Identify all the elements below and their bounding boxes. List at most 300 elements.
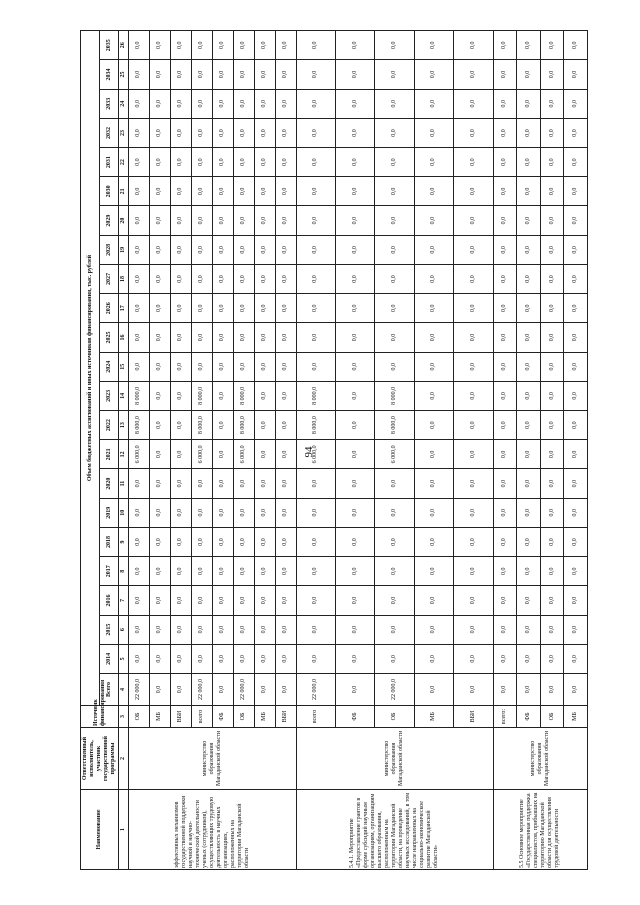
year-value-cell: 0,0 xyxy=(129,235,150,264)
year-value-cell: 0,0 xyxy=(375,89,414,118)
year-value-cell: 0,0 xyxy=(149,527,170,556)
year-value-cell: 0,0 xyxy=(414,31,453,60)
year-value-cell: 0,0 xyxy=(170,89,191,118)
funding-table xyxy=(80,30,588,870)
year-value-cell: 0,0 xyxy=(517,31,541,60)
year-value-cell: 0,0 xyxy=(296,644,335,673)
year-value-cell: 0,0 xyxy=(517,294,541,323)
year-value-cell: 0,0 xyxy=(517,440,541,469)
year-value-cell: 0,0 xyxy=(254,148,275,177)
year-value-cell: 0,0 xyxy=(336,89,375,118)
year-value-cell: 0,0 xyxy=(540,206,564,235)
year-value-cell: 0,0 xyxy=(540,557,564,586)
year-value-cell: 0,0 xyxy=(517,352,541,381)
year-value-cell: 0,0 xyxy=(564,381,588,410)
year-value-cell: 0,0 xyxy=(191,264,212,293)
year-value-cell: 0,0 xyxy=(275,586,296,615)
year-value-cell: 0,0 xyxy=(191,644,212,673)
year-value-cell: 0,0 xyxy=(414,586,453,615)
year-value-cell: 0,0 xyxy=(540,411,564,440)
year-value-cell: 0,0 xyxy=(275,264,296,293)
year-value-cell: 0,0 xyxy=(233,206,254,235)
year-value-cell: 0,0 xyxy=(191,469,212,498)
header-funding: Объем бюджетных ассигнований и иных источников финансирования, тыс. рублей xyxy=(81,31,100,706)
year-value-cell: 0,0 xyxy=(149,440,170,469)
year-value-cell: 0,0 xyxy=(254,469,275,498)
year-value-cell: 0,0 xyxy=(254,31,275,60)
year-value-cell: 0,0 xyxy=(129,469,150,498)
year-value-cell: 0,0 xyxy=(296,148,335,177)
year-value-cell: 0,0 xyxy=(149,206,170,235)
header-year: 2022 xyxy=(100,411,119,440)
year-value-cell: 0,0 xyxy=(414,557,453,586)
header-column-number: 25 xyxy=(119,60,129,89)
total-cell: 0,0 xyxy=(212,674,233,706)
year-value-cell: 0,0 xyxy=(129,264,150,293)
year-value-cell: 0,0 xyxy=(375,527,414,556)
year-value-cell: 0,0 xyxy=(212,118,233,147)
year-value-cell: 0,0 xyxy=(493,31,517,60)
year-value-cell: 0,0 xyxy=(564,586,588,615)
year-value-cell: 0,0 xyxy=(212,615,233,644)
year-value-cell: 8 000,0 xyxy=(375,381,414,410)
year-value-cell: 0,0 xyxy=(191,615,212,644)
year-value-cell: 0,0 xyxy=(129,352,150,381)
year-value-cell: 0,0 xyxy=(517,615,541,644)
year-value-cell: 0,0 xyxy=(414,323,453,352)
year-value-cell: 0,0 xyxy=(336,323,375,352)
header-year: 2023 xyxy=(100,381,119,410)
year-value-cell: 0,0 xyxy=(149,352,170,381)
year-value-cell: 0,0 xyxy=(517,498,541,527)
year-value-cell: 0,0 xyxy=(233,469,254,498)
year-value-cell: 0,0 xyxy=(493,118,517,147)
year-value-cell: 0,0 xyxy=(375,615,414,644)
total-cell: 0,0 xyxy=(149,674,170,706)
year-value-cell: 0,0 xyxy=(454,148,493,177)
year-value-cell: 0,0 xyxy=(170,469,191,498)
year-value-cell: 0,0 xyxy=(254,323,275,352)
year-value-cell: 0,0 xyxy=(149,586,170,615)
header-column-number: 8 xyxy=(119,557,129,586)
header-year: 2016 xyxy=(100,586,119,615)
year-value-cell: 0,0 xyxy=(296,264,335,293)
total-cell: 22 000,0 xyxy=(375,674,414,706)
year-value-cell: 0,0 xyxy=(517,557,541,586)
header-column-number: 26 xyxy=(119,31,129,60)
header-column-number: 19 xyxy=(119,235,129,264)
year-value-cell: 0,0 xyxy=(414,615,453,644)
year-value-cell: 0,0 xyxy=(493,264,517,293)
year-value-cell: 0,0 xyxy=(336,527,375,556)
year-value-cell: 0,0 xyxy=(414,89,453,118)
year-value-cell: 0,0 xyxy=(149,294,170,323)
year-value-cell: 0,0 xyxy=(233,264,254,293)
table-row xyxy=(296,31,335,870)
year-value-cell: 0,0 xyxy=(254,235,275,264)
year-value-cell: 0,0 xyxy=(493,381,517,410)
year-value-cell: 0,0 xyxy=(191,586,212,615)
header-column-number: 14 xyxy=(119,381,129,410)
year-value-cell: 0,0 xyxy=(454,586,493,615)
year-value-cell: 0,0 xyxy=(493,440,517,469)
year-value-cell: 0,0 xyxy=(149,323,170,352)
year-value-cell: 0,0 xyxy=(254,557,275,586)
total-cell: 0,0 xyxy=(493,674,517,706)
year-value-cell: 0,0 xyxy=(212,644,233,673)
responsible-cell: министерство образования Магаданской области xyxy=(296,728,493,790)
year-value-cell: 0,0 xyxy=(540,469,564,498)
year-value-cell: 0,0 xyxy=(414,177,453,206)
year-value-cell: 0,0 xyxy=(191,148,212,177)
header-column-number: 24 xyxy=(119,89,129,118)
year-value-cell: 0,0 xyxy=(275,381,296,410)
year-value-cell: 0,0 xyxy=(336,264,375,293)
year-value-cell: 0,0 xyxy=(233,177,254,206)
year-value-cell: 0,0 xyxy=(254,586,275,615)
year-value-cell: 0,0 xyxy=(212,557,233,586)
year-value-cell: 0,0 xyxy=(170,615,191,644)
year-value-cell: 0,0 xyxy=(191,60,212,89)
year-value-cell: 0,0 xyxy=(275,644,296,673)
year-value-cell: 0,0 xyxy=(336,469,375,498)
year-value-cell: 0,0 xyxy=(454,264,493,293)
year-value-cell: 0,0 xyxy=(129,89,150,118)
year-value-cell: 0,0 xyxy=(212,469,233,498)
year-value-cell: 0,0 xyxy=(564,294,588,323)
year-value-cell: 0,0 xyxy=(564,177,588,206)
year-value-cell: 0,0 xyxy=(170,352,191,381)
header-year: 2032 xyxy=(100,118,119,147)
year-value-cell: 0,0 xyxy=(564,60,588,89)
year-value-cell: 0,0 xyxy=(493,557,517,586)
total-cell: 0,0 xyxy=(517,674,541,706)
year-value-cell: 0,0 xyxy=(540,118,564,147)
year-value-cell: 0,0 xyxy=(375,177,414,206)
year-value-cell: 0,0 xyxy=(275,148,296,177)
year-value-cell: 0,0 xyxy=(170,644,191,673)
year-value-cell: 0,0 xyxy=(414,352,453,381)
year-value-cell: 0,0 xyxy=(454,323,493,352)
year-value-cell: 0,0 xyxy=(564,498,588,527)
year-value-cell: 0,0 xyxy=(517,527,541,556)
year-value-cell: 0,0 xyxy=(296,206,335,235)
year-value-cell: 0,0 xyxy=(170,148,191,177)
year-value-cell: 0,0 xyxy=(149,264,170,293)
year-value-cell: 0,0 xyxy=(233,235,254,264)
header-year: 2017 xyxy=(100,557,119,586)
year-value-cell: 0,0 xyxy=(149,557,170,586)
source-cell: ОБ xyxy=(540,706,564,728)
year-value-cell: 0,0 xyxy=(375,586,414,615)
year-value-cell: 0,0 xyxy=(129,118,150,147)
year-value-cell: 0,0 xyxy=(296,60,335,89)
year-value-cell: 0,0 xyxy=(375,557,414,586)
year-value-cell: 0,0 xyxy=(275,206,296,235)
year-value-cell: 0,0 xyxy=(414,264,453,293)
year-value-cell: 0,0 xyxy=(540,323,564,352)
total-cell: 0,0 xyxy=(275,674,296,706)
year-value-cell: 0,0 xyxy=(336,31,375,60)
year-value-cell: 0,0 xyxy=(275,440,296,469)
year-value-cell: 0,0 xyxy=(212,352,233,381)
year-value-cell: 0,0 xyxy=(149,615,170,644)
year-value-cell: 0,0 xyxy=(375,31,414,60)
header-column-number: 21 xyxy=(119,177,129,206)
header-year: 2025 xyxy=(100,323,119,352)
year-value-cell: 0,0 xyxy=(170,264,191,293)
year-value-cell: 0,0 xyxy=(191,206,212,235)
year-value-cell: 0,0 xyxy=(336,60,375,89)
year-value-cell: 0,0 xyxy=(564,469,588,498)
year-value-cell: 6 000,0 xyxy=(233,440,254,469)
year-value-cell: 0,0 xyxy=(540,352,564,381)
header-responsible: Ответственный исполнитель, участник государственной программы xyxy=(81,728,119,790)
year-value-cell: 8 000,0 xyxy=(375,411,414,440)
year-value-cell: 0,0 xyxy=(296,498,335,527)
header-column-number: 2 xyxy=(119,728,129,790)
header-year: 2033 xyxy=(100,89,119,118)
year-value-cell: 0,0 xyxy=(336,381,375,410)
year-value-cell: 0,0 xyxy=(454,294,493,323)
year-value-cell: 0,0 xyxy=(336,294,375,323)
year-value-cell: 0,0 xyxy=(336,615,375,644)
year-value-cell: 0,0 xyxy=(375,264,414,293)
year-value-cell: 0,0 xyxy=(275,615,296,644)
year-value-cell: 0,0 xyxy=(275,235,296,264)
year-value-cell: 0,0 xyxy=(191,352,212,381)
header-column-number: 15 xyxy=(119,352,129,381)
year-value-cell: 0,0 xyxy=(254,440,275,469)
year-value-cell: 0,0 xyxy=(149,498,170,527)
header-year: 2028 xyxy=(100,235,119,264)
year-value-cell: 0,0 xyxy=(212,60,233,89)
year-value-cell: 6 000,0 xyxy=(129,440,150,469)
year-value-cell: 0,0 xyxy=(454,557,493,586)
year-value-cell: 0,0 xyxy=(170,235,191,264)
header-column-number: 5 xyxy=(119,644,129,673)
year-value-cell: 0,0 xyxy=(170,177,191,206)
year-value-cell: 0,0 xyxy=(564,31,588,60)
year-value-cell: 0,0 xyxy=(212,31,233,60)
year-value-cell: 0,0 xyxy=(149,118,170,147)
year-value-cell: 0,0 xyxy=(254,644,275,673)
header-year: 2029 xyxy=(100,206,119,235)
year-value-cell: 0,0 xyxy=(296,586,335,615)
year-value-cell: 0,0 xyxy=(212,498,233,527)
year-value-cell: 0,0 xyxy=(454,118,493,147)
header-year: 2034 xyxy=(100,60,119,89)
year-value-cell: 0,0 xyxy=(493,615,517,644)
year-value-cell: 0,0 xyxy=(129,615,150,644)
year-value-cell: 0,0 xyxy=(191,498,212,527)
header-year: 2018 xyxy=(100,527,119,556)
year-value-cell: 0,0 xyxy=(149,31,170,60)
header-column-number: 11 xyxy=(119,469,129,498)
item-name-cell: 5.4.1. Мероприятие «Предоставление грантов в форме субсидий научным организациям, организациям высшего образования, расположенным на территории Магаданской области, на проведение научных исследований, в том числе направленных на социально-экономическое развитие Магаданской области» xyxy=(296,790,493,870)
year-value-cell: 0,0 xyxy=(233,557,254,586)
header-year: 2035 xyxy=(100,31,119,60)
year-value-cell: 0,0 xyxy=(254,177,275,206)
year-value-cell: 0,0 xyxy=(170,60,191,89)
year-value-cell: 0,0 xyxy=(170,323,191,352)
year-value-cell: 0,0 xyxy=(212,89,233,118)
year-value-cell: 0,0 xyxy=(233,527,254,556)
source-cell: ФБ xyxy=(517,706,541,728)
year-value-cell: 0,0 xyxy=(454,644,493,673)
year-value-cell: 0,0 xyxy=(517,177,541,206)
year-value-cell: 0,0 xyxy=(233,118,254,147)
year-value-cell: 0,0 xyxy=(170,294,191,323)
year-value-cell: 0,0 xyxy=(191,527,212,556)
header-year: 2021 xyxy=(100,440,119,469)
header-year: 2027 xyxy=(100,264,119,293)
year-value-cell: 0,0 xyxy=(564,557,588,586)
year-value-cell: 0,0 xyxy=(564,264,588,293)
year-value-cell: 0,0 xyxy=(414,381,453,410)
year-value-cell: 0,0 xyxy=(191,235,212,264)
year-value-cell: 0,0 xyxy=(275,469,296,498)
header-column-number: 6 xyxy=(119,615,129,644)
table-header xyxy=(81,31,129,870)
year-value-cell: 0,0 xyxy=(564,352,588,381)
year-value-cell: 0,0 xyxy=(414,60,453,89)
header-column-number: 22 xyxy=(119,148,129,177)
year-value-cell: 0,0 xyxy=(254,498,275,527)
year-value-cell: 0,0 xyxy=(540,615,564,644)
year-value-cell: 0,0 xyxy=(336,352,375,381)
year-value-cell: 8 000,0 xyxy=(233,381,254,410)
year-value-cell: 0,0 xyxy=(540,89,564,118)
year-value-cell: 0,0 xyxy=(564,148,588,177)
header-column-number: 9 xyxy=(119,527,129,556)
year-value-cell: 0,0 xyxy=(212,586,233,615)
year-value-cell: 0,0 xyxy=(414,411,453,440)
year-value-cell: 0,0 xyxy=(454,60,493,89)
year-value-cell: 0,0 xyxy=(414,498,453,527)
year-value-cell: 0,0 xyxy=(564,323,588,352)
year-value-cell: 0,0 xyxy=(149,148,170,177)
year-value-cell: 0,0 xyxy=(233,31,254,60)
year-value-cell: 0,0 xyxy=(454,469,493,498)
year-value-cell: 0,0 xyxy=(414,148,453,177)
year-value-cell: 8 000,0 xyxy=(233,411,254,440)
header-column-number: 18 xyxy=(119,264,129,293)
year-value-cell: 0,0 xyxy=(170,440,191,469)
header-year: 2020 xyxy=(100,469,119,498)
year-value-cell: 0,0 xyxy=(254,294,275,323)
year-value-cell: 0,0 xyxy=(375,352,414,381)
year-value-cell: 0,0 xyxy=(517,235,541,264)
source-cell: ОБ xyxy=(375,706,414,728)
year-value-cell: 8 000,0 xyxy=(296,381,335,410)
source-cell: ФБ xyxy=(336,706,375,728)
year-value-cell: 0,0 xyxy=(540,148,564,177)
responsible-cell: министерство образования Магаданской области xyxy=(493,728,587,790)
year-value-cell: 0,0 xyxy=(254,527,275,556)
year-value-cell: 0,0 xyxy=(564,615,588,644)
year-value-cell: 0,0 xyxy=(254,118,275,147)
year-value-cell: 0,0 xyxy=(254,264,275,293)
year-value-cell: 0,0 xyxy=(254,411,275,440)
year-value-cell: 0,0 xyxy=(191,323,212,352)
year-value-cell: 0,0 xyxy=(212,206,233,235)
source-cell: ОБ xyxy=(233,706,254,728)
year-value-cell: 0,0 xyxy=(375,206,414,235)
year-value-cell: 6 000,0 xyxy=(375,440,414,469)
header-year: 2030 xyxy=(100,177,119,206)
year-value-cell: 0,0 xyxy=(212,148,233,177)
header-year: 2015 xyxy=(100,615,119,644)
year-value-cell: 8 000,0 xyxy=(296,411,335,440)
year-value-cell: 8 000,0 xyxy=(129,411,150,440)
year-value-cell: 0,0 xyxy=(454,206,493,235)
year-value-cell: 0,0 xyxy=(233,644,254,673)
year-value-cell: 0,0 xyxy=(414,206,453,235)
year-value-cell: 0,0 xyxy=(296,615,335,644)
year-value-cell: 0,0 xyxy=(233,294,254,323)
year-value-cell: 0,0 xyxy=(275,498,296,527)
year-value-cell: 0,0 xyxy=(414,118,453,147)
year-value-cell: 0,0 xyxy=(212,264,233,293)
header-column-number: 13 xyxy=(119,411,129,440)
year-value-cell: 0,0 xyxy=(517,381,541,410)
year-value-cell: 0,0 xyxy=(149,381,170,410)
year-value-cell: 0,0 xyxy=(233,89,254,118)
header-column-number: 10 xyxy=(119,498,129,527)
year-value-cell: 0,0 xyxy=(170,498,191,527)
year-value-cell: 0,0 xyxy=(275,118,296,147)
year-value-cell: 0,0 xyxy=(296,352,335,381)
year-value-cell: 0,0 xyxy=(233,615,254,644)
year-value-cell: 0,0 xyxy=(129,60,150,89)
year-value-cell: 6 000,0 xyxy=(191,440,212,469)
year-value-cell: 0,0 xyxy=(296,557,335,586)
year-value-cell: 0,0 xyxy=(212,440,233,469)
year-value-cell: 0,0 xyxy=(212,527,233,556)
year-value-cell: 0,0 xyxy=(336,118,375,147)
year-value-cell: 0,0 xyxy=(540,177,564,206)
year-value-cell: 0,0 xyxy=(149,469,170,498)
year-value-cell: 0,0 xyxy=(336,498,375,527)
year-value-cell: 0,0 xyxy=(170,586,191,615)
year-value-cell: 0,0 xyxy=(517,60,541,89)
year-value-cell: 8 000,0 xyxy=(191,411,212,440)
year-value-cell: 0,0 xyxy=(233,586,254,615)
year-value-cell: 0,0 xyxy=(191,118,212,147)
responsible-cell: министерство образования Магаданской области xyxy=(129,728,297,790)
total-cell: 22 000,0 xyxy=(233,674,254,706)
table-body xyxy=(129,31,588,870)
year-value-cell: 0,0 xyxy=(296,323,335,352)
year-value-cell: 0,0 xyxy=(129,294,150,323)
source-cell: всего: xyxy=(493,706,517,728)
year-value-cell: 0,0 xyxy=(233,323,254,352)
header-source: Источник финансирования xyxy=(81,706,119,728)
header-column-number: 7 xyxy=(119,586,129,615)
year-value-cell: 0,0 xyxy=(275,323,296,352)
year-value-cell: 0,0 xyxy=(493,469,517,498)
table-row xyxy=(129,31,150,870)
header-column-number: 17 xyxy=(119,294,129,323)
funding-table-sheet xyxy=(80,30,579,870)
year-value-cell: 0,0 xyxy=(296,31,335,60)
year-value-cell: 0,0 xyxy=(454,89,493,118)
year-value-cell: 0,0 xyxy=(233,498,254,527)
year-value-cell: 0,0 xyxy=(275,527,296,556)
page-number: 94 xyxy=(303,446,315,458)
year-value-cell: 0,0 xyxy=(540,586,564,615)
